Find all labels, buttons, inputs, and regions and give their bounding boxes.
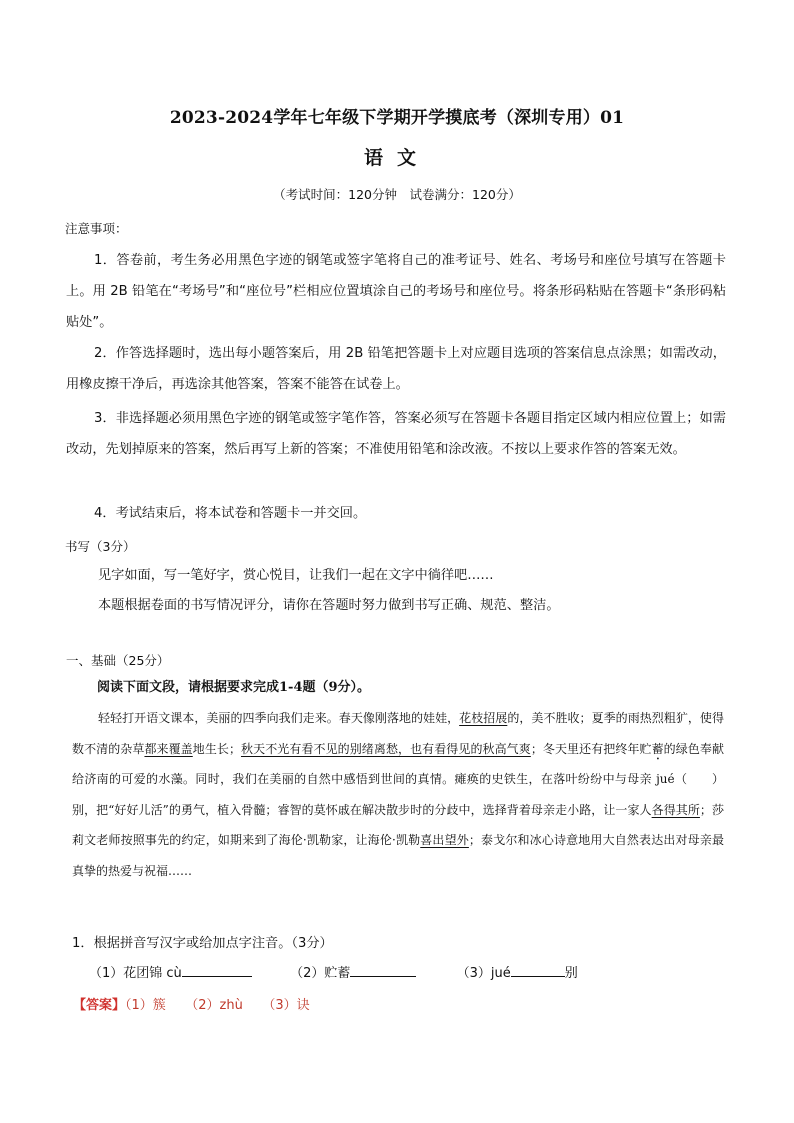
question-1-item-2: （2）贮蓄 [290, 966, 351, 981]
notice-item-2: 2．作答选择题时，选出每小题答案后，用 2B 铅笔把答题卡上对应题目选项的答案信息点涂黑；如需改动，用橡皮擦干净后，再选涂其他答案，答案不能答在试卷上。 [66, 346, 726, 392]
underlined-phrase: 秋天不光有看不见的别绪离愁，也有看得见的秋高气爽 [240, 741, 531, 756]
notice-item-1: 1．答卷前，考生务必用黑色字迹的钢笔或签字笔将自己的准考证号、姓名、考场号和座位号填写在答题卡上。用 2B 铅笔在“考场号”和“座位号”栏相应位置填涂自己的考场号和座位号。将条形码粘贴在答题卡“条形码粘贴处”。 [66, 253, 726, 330]
notice-item-3: 3．非选择题必须用黑色字迹的钢笔或签字笔作答，答案必须写在答题卡各题目指定区域内相应位置上；如需改动，先划掉原来的答案，然后再写上新的答案；不准使用铅笔和涂改液。不按以上要求作答的答案无效。 [66, 411, 726, 457]
notice-item-4: 4．考试结束后，将本试卷和答题卡一并交回。 [94, 506, 367, 521]
question-1-stem: 1．根据拼音写汉字或给加点字注音。（3分） [72, 936, 333, 951]
underlined-phrase: 喜出望外 [420, 833, 469, 847]
underlined-phrase: 都来覆盖 [144, 741, 193, 756]
question-1-item-3: （3）jué [456, 966, 511, 981]
notice-heading: 注意事项： [65, 221, 128, 236]
answer-blank[interactable] [182, 962, 252, 977]
question-1-items: （1）花团锦 cù （2）贮蓄 （3）jué 别 [89, 962, 578, 981]
subject-title: 语文 [363, 147, 430, 169]
exam-title: 2023-2024学年七年级下学期开学摸底考（深圳专用）01 [169, 108, 625, 128]
writing-heading: 书写（3分） [65, 539, 136, 554]
dotted-character: 蓄 [651, 741, 664, 756]
answer-line [73, 994, 310, 1013]
underlined-phrase: 花枝招展 [459, 711, 508, 725]
answer-tag: 【答案】 [73, 998, 126, 1013]
underlined-phrase: 各得其所 [651, 802, 700, 817]
answer-blank[interactable] [511, 962, 565, 977]
reading-passage: 轻轻打开语文课本，美丽的四季向我们走来。春天像刚落地的娃娃，花枝招展的，美不胜收；夏季的雨热烈粗犷，使得数不清的杂草都来覆盖地生长；秋天不光有看不见的别绪离愁，也有看得见的秋高气爽；冬天里还有把终年贮蓄的绿色奉献给济南的可爱的水藻。同时，我们在美丽的自然中感悟到世间的真情。瘫痪的史铁生，在落叶纷纷中与母亲 jué（ ）别，把“好好儿活”的勇气，植入骨髓；睿智的莫怀戚在解决散步时的分歧中，选择背着母亲走小路，让一家人各得其所；莎莉文老师按照事先的约定，如期来到了海伦·凯勒家，让海伦·凯勒喜出望外；泰戈尔和冰心诗意地用大自然表达出对母亲最真挚的热爱与祝福…… [72, 711, 724, 878]
answer-text: （1）簇 （2）zhù （3）诀 [125, 998, 310, 1013]
writing-line-1: 见字如面，写一笔好字，赏心悦目，让我们一起在文字中徜徉吧…… [98, 568, 494, 583]
reading-instruction: 阅读下面文段，请根据要求完成1-4题（9分）。 [97, 680, 371, 695]
exam-info: （考试时间：120分钟 试卷满分：120分） [273, 187, 521, 202]
writing-line-2: 本题根据卷面的书写情况评分，请你在答题时努力做到书写正确、规范、整洁。 [98, 598, 560, 613]
answer-blank[interactable] [350, 962, 416, 977]
section-heading: 一、基础（25分） [66, 653, 170, 668]
question-1-item-1: （1）花团锦 cù [89, 966, 182, 981]
